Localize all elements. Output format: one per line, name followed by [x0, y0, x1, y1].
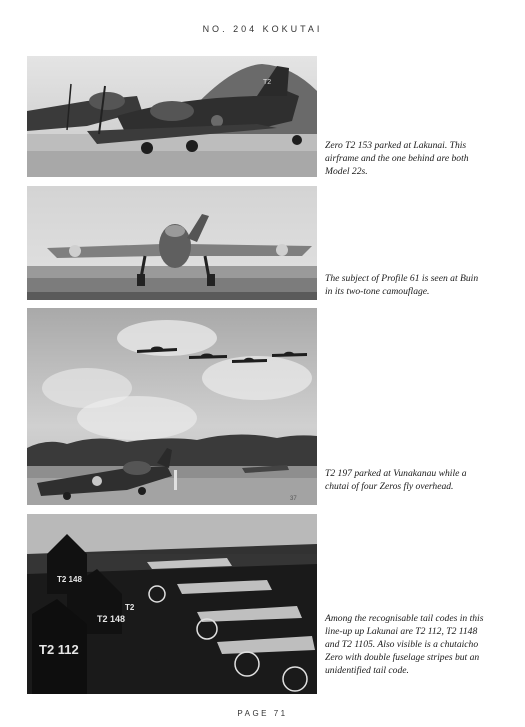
page-number: PAGE 71 [237, 709, 288, 718]
tail-code-2: T2 148 [97, 614, 126, 624]
caption-photo-4: Among the recognisable tail codes in this line-up up Lakunai are T2 112, T2 1148 and T2 1105. Also visible is a chutaicho Zero with double fuselage stripes but an unidentified tail code. [325, 613, 484, 676]
tail-code-3: T2 112 [39, 642, 79, 657]
caption-photo-2: The subject of Profile 61 is seen at Buin in its two-tone camouflage. [325, 273, 479, 297]
photo-lakunai-lineup [27, 514, 317, 694]
photo-vunakanau-zero [27, 308, 317, 505]
photo-number: 37 [290, 496, 297, 502]
caption-photo-3: T2 197 parked at Vunakanau while a chutai of four Zeros fly overhead. [325, 468, 467, 492]
photo-buin-zero [27, 186, 317, 300]
caption-photo-1: Zero T2 153 parked at Lakunai. This airframe and the one behind are both Model 22s. [325, 140, 469, 177]
running-header: NO. 204 KOKUTAI [202, 24, 323, 34]
tail-code-4: T2 [125, 603, 135, 612]
tail-code-1: T2 148 [57, 575, 82, 584]
svg-text:T2: T2 [263, 79, 272, 86]
photo-lakunai-zero [27, 56, 317, 177]
